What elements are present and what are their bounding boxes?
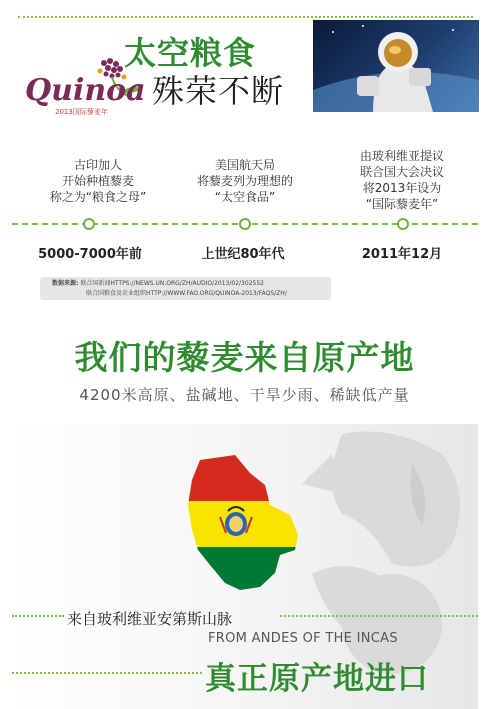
timeline-date-2: 上世纪80年代 (201, 247, 285, 262)
timeline-text-2: 美国航天局 将藜麦列为理想的 “太空食品” (196, 158, 293, 204)
logo-word: Quinoa (25, 73, 146, 108)
origin-footer: 真正原产地进口 (205, 661, 429, 697)
source-link-2[interactable]: 联合国粮食及农业组织HTTP://WWW.FAO.ORG/QUINOA-2013/FAQS/ZH/ (86, 290, 287, 297)
astronaut-photo (313, 20, 479, 112)
origin-subhead: 4200米高原、盐碱地、干旱少雨、稀缺低产量 (79, 386, 410, 404)
divider-mid-right (280, 615, 478, 617)
timeline-node-3 (397, 218, 409, 230)
source-label: 数据来源: (52, 280, 79, 287)
divider-top (18, 16, 473, 18)
timeline-date-3: 2011年12月 (361, 247, 443, 262)
source-box (40, 277, 331, 300)
logo-caption: 2013国际藜麦年 (55, 108, 108, 116)
timeline-node-2 (239, 218, 251, 230)
bolivia-map (180, 455, 305, 593)
source-link-1[interactable]: 联合国新闻HTTPS://NEWS.UN.ORG/ZH/AUDIO/2013/02/302552 (80, 280, 264, 287)
origin-from-cn: 来自玻利维亚安第斯山脉 (67, 610, 233, 628)
timeline-text-1: 古印加人 开始种植藜麦 称之为“粮食之母” (49, 158, 147, 204)
origin-headline: 我们的藜麦来自原产地 (74, 338, 415, 377)
origin-from-en: FROM ANDES OF THE INCAS (208, 631, 398, 646)
timeline-date-1: 5000-7000年前 (38, 247, 142, 262)
timeline-text-3: 由玻利维亚提议 联合国大会决议 将2013年设为 “国际藜麦年” (359, 149, 444, 211)
title-line2: 殊荣不断 (152, 72, 285, 110)
title-line1: 太空粮食 (124, 34, 257, 72)
divider-bottom (12, 672, 202, 674)
divider-mid (12, 615, 64, 617)
timeline-node-1 (83, 218, 95, 230)
